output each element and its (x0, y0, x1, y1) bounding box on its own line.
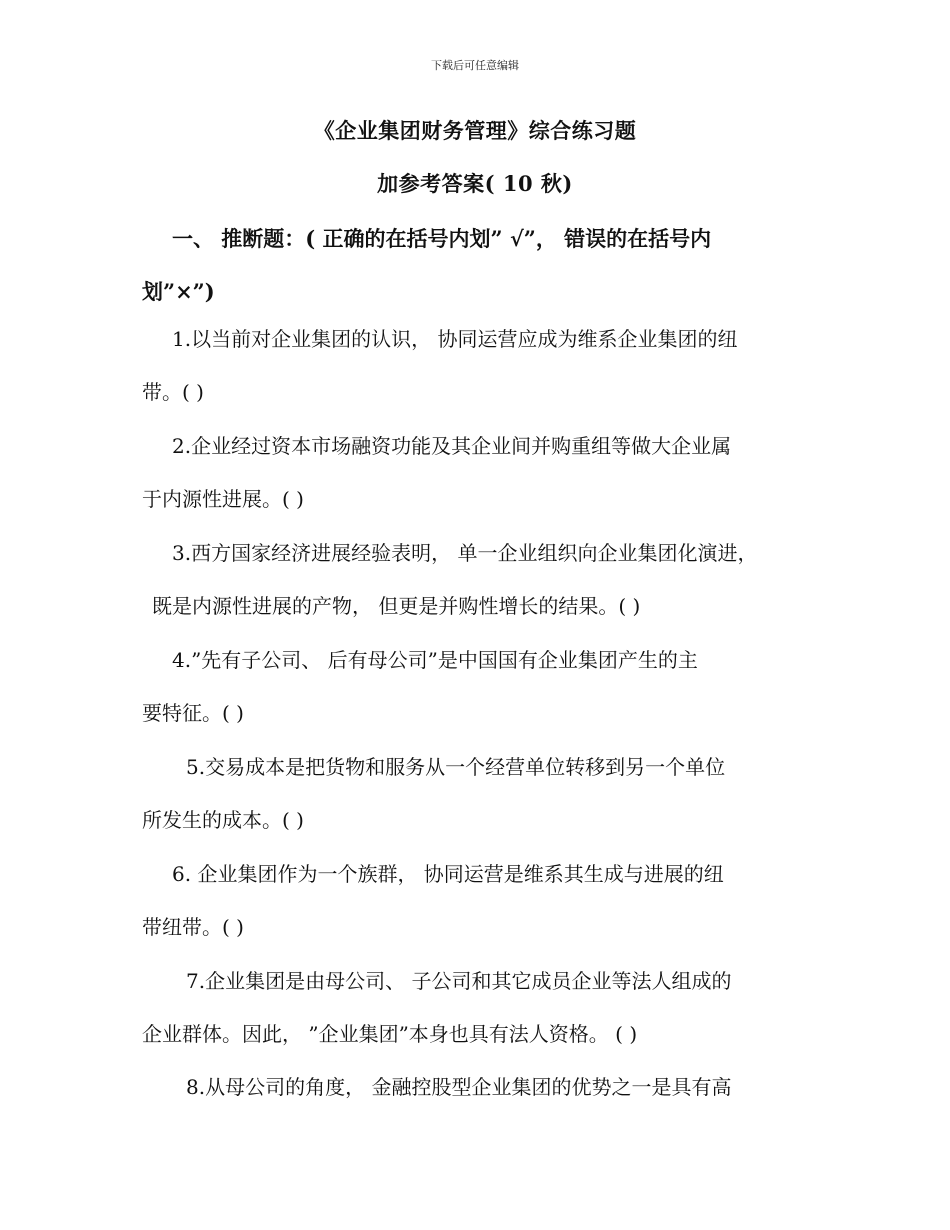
question-4-line-1: 4.”先有子公司、 后有母公司”是中国国有企业集团产生的主 (172, 648, 698, 672)
section-heading-continued: 划”×”) (142, 279, 215, 304)
question-2-line-2: 于内源性进展。( ) (142, 487, 304, 511)
question-4-line-2: 要特征。( ) (142, 701, 244, 725)
question-3-line-2: 既是内源性进展的产物， 但更是并购性增长的结果。( ) (152, 594, 641, 618)
question-1-line-1: 1.以当前对企业集团的认识， 协同运营应成为维系企业集团的纽 (172, 327, 738, 351)
page-header-note: 下载后可任意编辑 (431, 59, 519, 72)
document-title: 《企业集团财务管理》综合练习题 (313, 118, 637, 143)
question-3-line-1: 3.西方国家经济进展经验表明， 单一企业组织向企业集团化演进， (172, 541, 758, 565)
document-subtitle: 加参考答案( 10 秋) (377, 171, 573, 196)
question-6-line-1: 6. 企业集团作为一个族群， 协同运营是维系其生成与进展的纽 (172, 862, 724, 886)
question-1-line-2: 带。( ) (142, 380, 204, 404)
question-6-line-2: 带纽带。( ) (142, 915, 244, 939)
section-heading: 一、 推断题：( 正确的在括号内划” √”， 错误的在括号内 (172, 226, 712, 251)
question-7-line-2: 企业群体。因此， ”企业集团”本身也具有法人资格。 ( ) (142, 1022, 638, 1046)
question-8-line-1: 8.从母公司的角度， 金融控股型企业集团的优势之一是具有高 (186, 1075, 732, 1099)
question-2-line-1: 2.企业经过资本市场融资功能及其企业间并购重组等做大企业属 (172, 434, 732, 458)
question-5-line-1: 5.交易成本是把货物和服务从一个经营单位转移到另一个单位 (186, 755, 726, 779)
question-7-line-1: 7.企业集团是由母公司、 子公司和其它成员企业等法人组成的 (186, 969, 732, 993)
question-5-line-2: 所发生的成本。( ) (142, 808, 304, 832)
